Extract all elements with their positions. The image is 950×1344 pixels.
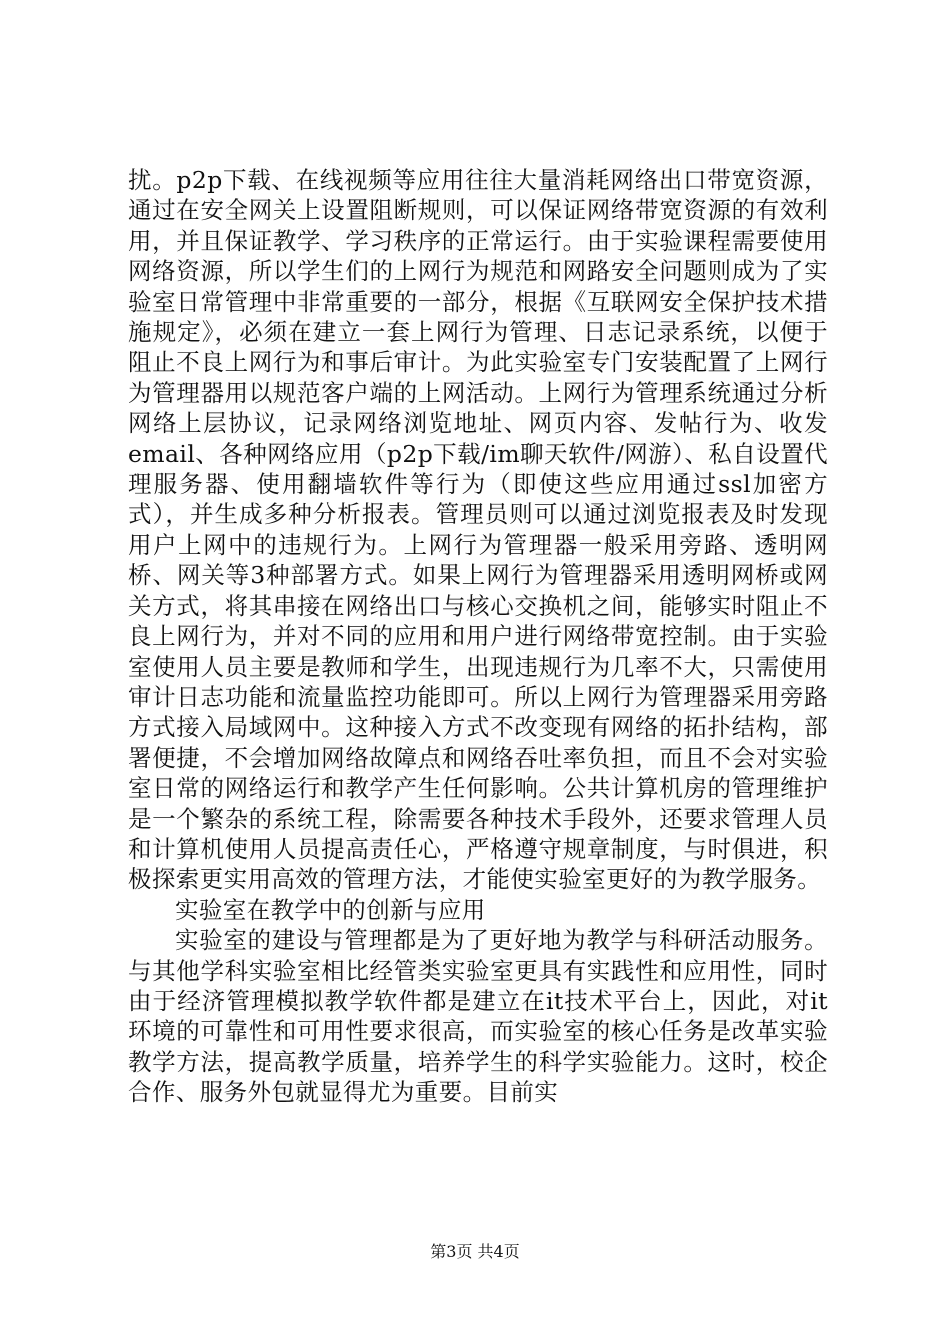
section-heading: 实验室在教学中的创新与应用 bbox=[175, 895, 486, 924]
document-body bbox=[128, 165, 828, 1108]
page-footer bbox=[0, 1242, 950, 1262]
body-paragraph-1: 扰。p2p下载、在线视频等应用往往大量消耗网络出口带宽资源，通过在安全网关上设置阻断规则，可以保证网络带宽资源的有效利用，并且保证教学、学习秩序的正常运行。由于实验课程需要使用网络资源，所以学生们的上网行为规范和网路安全问题则成为了实验室日常管理中非常重要的一部分，根据《互联网安全保护技术措施规定》，必须在建立一套上网行为管理、日志记录系统，以便于阻止不良上网行为和事后审计。为此实验室专门安装配置了上网行为管理器用以规范客户端的上网活动。上网行为管理系统通过分析网络上层协议，记录网络浏览地址、网页内容、发帖行为、收发email、各种网络应用（p2p下载/im聊天软件/网游）、私自设置代理服务器、使用翻墙软件等行为（即使这些应用通过ssl加密方式），并生成多种分析报表。管理员则可以通过浏览报表及时发现用户上网中的违规行为。上网行为管理器一般采用旁路、透明网桥、网关等3种部署方式。如果上网行为管理器采用透明网桥或网关方式，将其串接在网络出口与核心交换机之间，能够实时阻止不良上网行为，并对不同的应用和用户进行网络带宽控制。由于实验室使用人员主要是教师和学生，出现违规行为几率不大，只需使用审计日志功能和流量监控功能即可。所以上网行为管理器采用旁路方式接入局域网中。这种接入方式不改变现有网络的拓扑结构，部署便捷，不会增加网络故障点和网络吞吐率负担，而且不会对实验室日常的网络运行和教学产生任何影响。公共计算机房的管理维护是一个繁杂的系统工程，除需要各种技术手段外，还要求管理人员和计算机使用人员提高责任心，严格遵守规章制度，与时俱进，积极探索更实用高效的管理方法，才能使实验室更好的为教学服务。 bbox=[128, 166, 828, 894]
body-paragraph-2: 实验室的建设与管理都是为了更好地为教学与科研活动服务。与其他学科实验室相比经管类实验室更具有实践性和应用性，同时由于经济管理模拟教学软件都是建立在it技术平台上，因此，对it环境的可靠性和可用性要求很高，而实验室的核心任务是改革实验教学方法，提高教学质量，培养学生的科学实验能力。这时，校企合作、服务外包就显得尤为重要。目前实 bbox=[128, 926, 828, 1107]
page-number-indicator: 第3页 共4页 bbox=[430, 1242, 520, 1261]
